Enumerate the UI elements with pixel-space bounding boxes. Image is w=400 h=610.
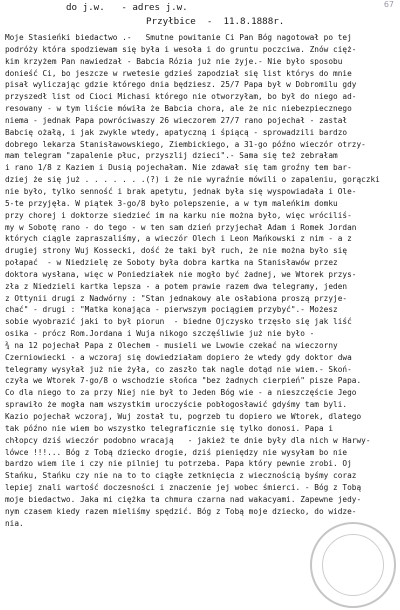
body-line: Kazio pojechał wczoraj, Wuj został tu, pogrzeb tu dopiero we Wtorek, dlatego: [5, 412, 362, 421]
body-line: Stańku, Stańku czy nie na to to ciągłe zetknięcia z wiecznością byśmy coraz: [5, 471, 357, 481]
body-line: osika - prócz Rom.Jordana i Wuja nikogo szczęśliwie już nie było -: [5, 329, 315, 339]
body-line: drugiej strony Wuj Kossecki, dość że taki był ruch, że nie można było się: [5, 246, 348, 256]
body-line: Moje Stasieńki biedactwo .- Smutne powitanie Ci Pan Bóg nagotował po tej: [5, 33, 352, 42]
body-line: doktora wysłana, więc w Poniedziałek nie mogło być żadnej, we Wtorek przys-: [5, 269, 357, 279]
body-line: pisał wyliczając gdzie którego dnia będziesz. 25/7 Papa był w Dobromilu gdy: [5, 80, 357, 90]
body-line: przyszedł list od Cioci Michasi którego nie otworzyłam, bo był do niego ad-: [5, 92, 357, 102]
body-line: telegramy wysyłał już nie żyła, co zaszło tak nagle dotąd nie wiem.- Skoń-: [5, 364, 352, 374]
archive-page-number: 67: [383, 0, 394, 9]
body-line: tak późno nie wiem bo wszystko telegraficznie się tylko donosi. Papa i: [5, 423, 334, 433]
body-line: nie było, tylko senność i brak apetytu, jednak była się wyspowiadała i Ole-: [5, 186, 357, 196]
body-line: chłopcy dziś wieczór podobno wracają - jakież te dnie były dla nich w Harwy-: [5, 435, 371, 445]
body-line: Babcię ożałą, i jak zwykle wtedy, apatyczną i śpiącą - sprowadzili bardzo: [5, 127, 348, 137]
body-line: Czerniowiecki - a wczoraj się dowiedziałam dopiero że wtedy gdy doktor dwa: [5, 352, 352, 362]
body-line: zła z Niedzieli kartka lepsza - a potem prawie razem dwa telegramy, jeden: [5, 281, 348, 291]
body-line: niema - jednak Papa powróciwaszy 26 wieczorem 27/7 rano pojechał - zastał: [5, 115, 348, 125]
body-line: połapać - w Niedzielę ze Soboty była dobra kartka na Stanisławów przez: [5, 258, 338, 268]
body-line: czyła we Wtorek 7-go/8 o wschodzie słońca "bez żadnych cierpień" pisze Papa.: [5, 376, 362, 386]
letter-header-place-date: Przyłbice - 11.8.1888r.: [146, 16, 285, 27]
body-line: dziej że się już . . . . . . .(?) i że nie wyraźnie mówili o zapaleniu, gorączki: [5, 175, 380, 185]
body-line: my w Sobotę rano - do tego - w ten sam dzień przyjechał Adam i Romek Jordan: [5, 222, 357, 232]
body-line: donieść Ci, bo jeszcze w rwetesie gdzieś zapodział się list którys do mnie: [5, 68, 352, 78]
body-line: lepiej znali wartość doczesności i znaczenie jej wobec śmierci. - Bóg z Tobą: [5, 483, 362, 493]
body-line: kim krzyżem Pan nawiedzał - Babcia Rózia już nie żyje.- Nie było sposobu: [5, 56, 343, 66]
body-line: mam telegram "zapalenie płuc, przyszlij dzieci".- Sama się też zebrałam: [5, 151, 338, 161]
body-line: dobrego lekarza Stanisławowskiego, Ziembickiego, a 31-go późno wieczór otrzy-: [5, 139, 366, 149]
body-line: z Ottynii drugi z Nadwórny : "Stan jednakowy ale osłabiona proszą przyje-: [5, 293, 348, 303]
body-line: ¾ na 12 pojechał Papa z Olechem - musieli we Lwowie czekać na wieczorny: [5, 340, 338, 350]
body-line: moje biedactwo. Jaka mi ciężka ta chmura czarna nad wakacyami. Zapewne jedy-: [5, 494, 362, 504]
body-line: i rano 1/8 z Kaziem i Dusią pojechałam. Nie zdawał się tam groźny tem bar-: [5, 163, 352, 173]
body-line: sprawiło że mogła nam wszystkim uroczyście pobłogosławić gdyśmy tam byli.: [5, 400, 348, 410]
body-line: przy chorej i doktorze siedzieć im na karku nie można było, więc wróciliś-: [5, 210, 352, 220]
body-line: podróży która spodziewam się była i wesoła i do gruntu poczciwa. Znów cięż-: [5, 44, 357, 54]
letter-header-address: do j.w. - adres j.w.: [66, 2, 188, 13]
body-line: chać" - drugi : "Matka konająca - pierwszym pociągiem przybyć".- Możesz: [5, 305, 338, 315]
body-line: których ciągle zapraszaliśmy, a wieczór Olech i Leon Mańkowski z nim - a z: [5, 234, 352, 244]
body-line: 5-te przyjęła. W piątek 3-go/8 było polepszenie, a w tym maleńkim domku: [5, 198, 338, 208]
archive-stamp: [310, 522, 396, 608]
body-line: nia.: [5, 518, 24, 528]
body-line: Co dla niego to za przy Niej nie był to Jeden Bóg wie - a nieszczęście Jego: [5, 388, 357, 398]
body-line: bardzo wiem ile i czy nie pilniej tu potrzeba. Papa który pewnie zrobi. Oj: [5, 459, 352, 469]
body-line: resowany - w tym liście mówiła że Babcia chora, ale że nic niebezpiecznego: [5, 104, 352, 114]
letter-body: [5, 32, 397, 529]
body-line: lówce !!!... Bóg z Tobą dziecko drogie, dziś pieniędzy nie wysyłam bo nie: [5, 447, 348, 457]
body-line: sobie wyobrazić jaki to był piorun - biedne Ojczysko trzęsło się jak liść: [5, 317, 352, 327]
body-line: nym czasem kiedy razem mieliśmy spędzić. Bóg z Tobą moje dziecko, do widze-: [5, 506, 357, 516]
